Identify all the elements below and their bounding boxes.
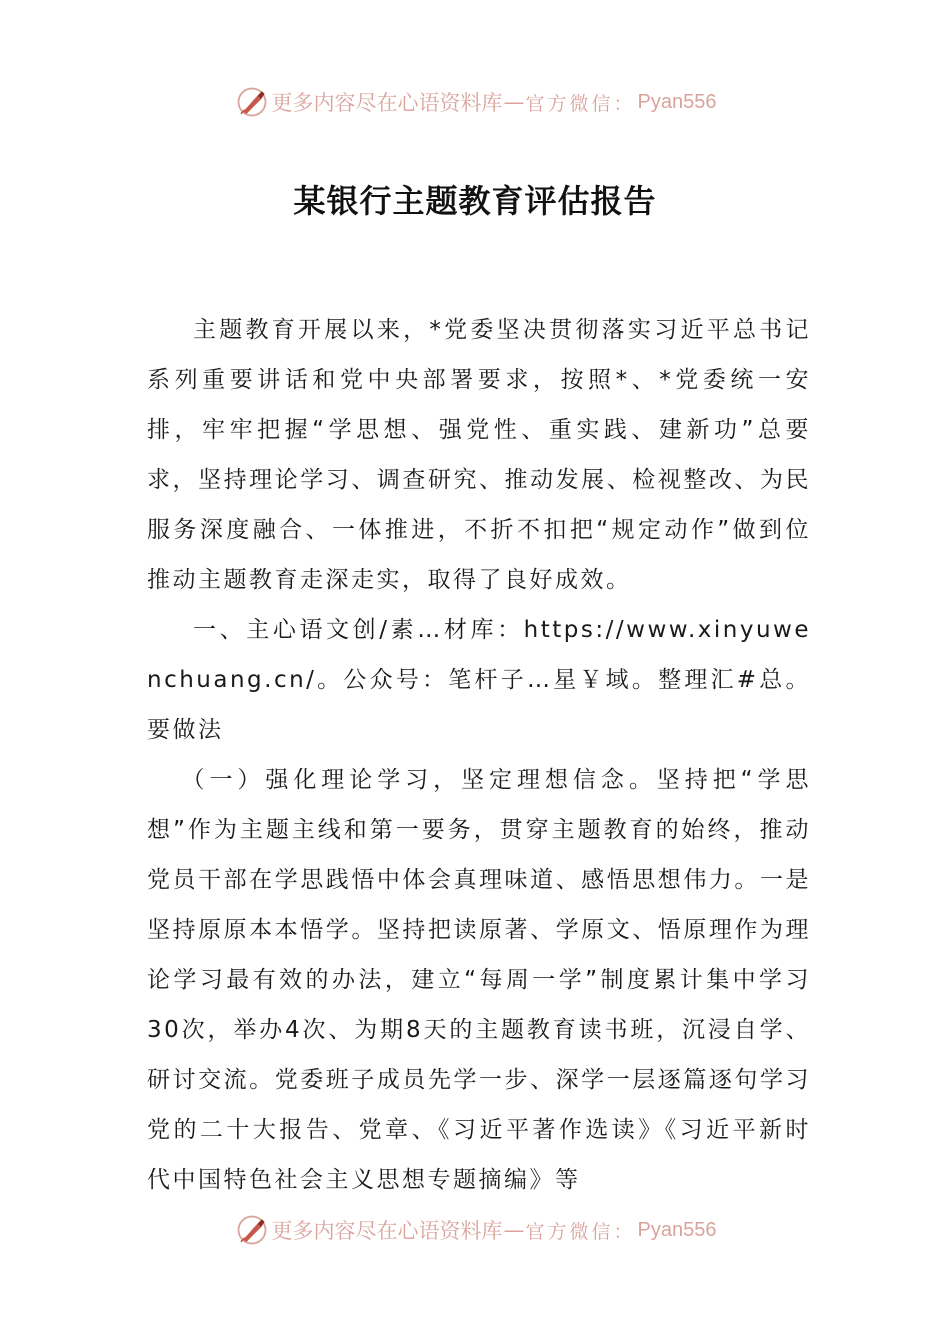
pen-nib-logo-icon [234,84,270,120]
banner-wechat-label: 官方微信： [525,1220,636,1243]
banner-separator: — [503,90,525,114]
banner-wechat-id: Pyan556 [637,1218,717,1241]
footer-banner [0,1208,950,1252]
banner-brand-text: 更多内容尽在心语资料库 [271,91,503,115]
document-body [147,305,811,1205]
banner-wechat-id: Pyan556 [637,90,717,113]
header-banner [0,80,950,124]
banner-separator: — [503,1218,525,1242]
pen-nib-logo-icon [234,1212,270,1248]
paragraph-theory-study: （一）强化理论学习，坚定理想信念。坚持把“学思想”作为主题主线和第一要务，贯穿主题教育的始终，推动党员干部在学思践悟中体会真理味道、感悟思想伟力。一是坚持原原本本悟学。坚持把读原著、学原文、悟原理作为理论学习最有效的办法，建立“每周一学”制度累计集中学习30次，举办4次、为期8天的主题教育读书班，沉浸自学、研讨交流。党委班子成员先学一步、深学一层逐篇逐句学习党的二十大报告、党章、《习近平著作选读》《习近平新时代中国特色社会主义思想专题摘编》等 [147,767,811,1193]
document-title: 某银行主题教育评估报告 [293,182,657,220]
banner-wechat-label: 官方微信： [525,92,636,115]
paragraph-section-heading: 一、主心语文创/素…材库：https://www.xinyuwenchuang.cn/。公众号：笔杆子…星￥域。整理汇#总。要做法 [147,617,811,743]
banner-brand-text: 更多内容尽在心语资料库 [271,1219,503,1243]
paragraph-intro: 主题教育开展以来，*党委坚决贯彻落实习近平总书记系列重要讲话和党中央部署要求，按照*、*党委统一安排，牢牢把握“学思想、强党性、重实践、建新功”总要求，坚持理论学习、调查研究、推动发展、检视整改、为民服务深度融合、一体推进，不折不扣把“规定动作”做到位推动主题教育走深走实，取得了良好成效。 [147,317,811,593]
